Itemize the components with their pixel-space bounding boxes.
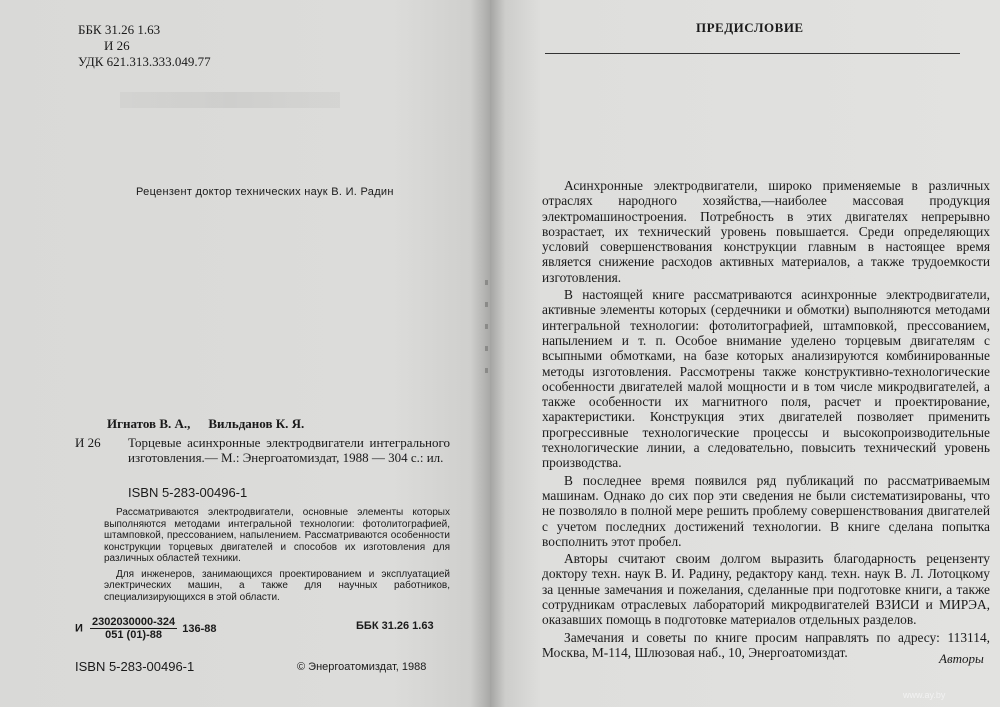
bbk-index: ББК 31.26 1.63 [78,22,161,37]
preface-paragraph: Замечания и советы по книге просим направлять по адресу: 113114, Москва, М-114, Шлюзовая наб., 10, Энергоатомиздат. [542,629,990,660]
copyright: © Энергоатомиздат, 1988 [297,661,427,673]
author-mark: И 26 [104,38,130,53]
reviewer-line: Рецензент доктор технических наук В. И. Радин [136,186,394,198]
author-2: Вильданов К. Я. [208,416,305,431]
code-denominator: 051 (01)-88 [105,629,162,641]
class-code: И 26 [75,435,101,450]
page-title: ПРЕДИСЛОВИЕ [696,20,804,35]
code-fraction [90,616,177,641]
title-record: Торцевые асинхронные электродвигатели интегрального изготовления.— М.: Энергоатомиздат, 1988 — 304 с.: ил. [128,435,450,465]
author-1: Игнатов В. А., [107,416,191,431]
title-rule [545,53,960,54]
binding-stitches [483,280,491,390]
isbn-record: ISBN 5-283-00496-1 [128,485,248,500]
preface-paragraph: В последнее время появился ряд публикаций по рассматриваемым машинам. Однако до сих пор эти сведения не были систематизированы, что не позволяло в полной мере решить проблему совершенствования двигателей с учетом последних достижений технологии. В книге сделана попытка восполнить этот пробел. [542,472,990,549]
catalog-block [78,22,211,70]
code-numerator: 2302030000-324 [91,616,176,628]
preface-paragraph: Авторы считают своим долгом выразить благодарность рецензенту доктору техн. наук В. И. Радину, редактору канд. техн. наук В. Л. Лотоцкому за ценные замечания и пожелания, сделанные при подготовке книги, а также сотрудникам отраслевых лабораторий микродвигателей ВЗИСИ и МИРЭА, оказавших помощь в подготовке материалов отдельных разделов. [542,551,990,628]
signature: Авторы [939,651,984,666]
right-page [490,0,1000,707]
bbk-bottom: ББК 31.26 1.63 [356,620,434,632]
udk-index: УДК 621.313.333.049.77 [78,54,211,69]
preface-body [542,178,990,662]
authors-line [107,416,322,432]
preface-paragraph: Асинхронные электродвигатели, широко применяемые в различных отраслях народного хозяйства,—наиболее массовая продукция электромашиностроения. Потребность в этих двигателях непрерывно возрастает, их технический уровень повышается. Среди определяющих условий совершенствования конструкции главным в настоящее время является снижение расходов активных материалов, а также трудоемкости изготовления. [542,178,990,285]
code-suffix: 136-88 [182,622,217,635]
watermark: www.ay.by [903,690,946,700]
isbn-bottom: ISBN 5-283-00496-1 [75,659,195,674]
preface-paragraph: В настоящей книге рассматриваются асинхронные электродвигатели, активные элементы которых (сердечники и обмотки) выполняются методами интегральной технологии: фотолитографией, штамповкой, прессованием, напылением и т. п. Особое внимание уделено торцевым двигателям с всыпными обмотками, на базе которых анализируются комбинированные методы изготовления. Рассмотрены также конструктивно-технологические особенности двигателей малой мощности и в том числе микродвигателей, а также особенности их магнитного поля, расчет и проектирование, характеристики. Конструкция этих двигателей позволяет применить прогрессивные технологические процессы и высокопроизводительные технологические линии, а следовательно, повысить технический уровень производства. [542,287,990,471]
publisher-code [75,616,217,641]
annotation-paragraph: Рассматриваются электродвигатели, основные элементы которых выполняются методами интегральной технологии: фотолитографией, штамповкой, прессованием, напылением. Рассматриваются особенности конструкции торцевых двигателей и способов их изготовления для различных областей техники. [104,507,450,564]
annotation [104,507,450,607]
bleed-through-text [120,92,340,108]
annotation-paragraph: Для инженеров, занимающихся проектированием и эксплуатацией электрических машин, а также для научных работников, специализирующихся в этой области. [104,568,450,603]
code-prefix: И [75,622,83,635]
left-page [0,0,490,707]
